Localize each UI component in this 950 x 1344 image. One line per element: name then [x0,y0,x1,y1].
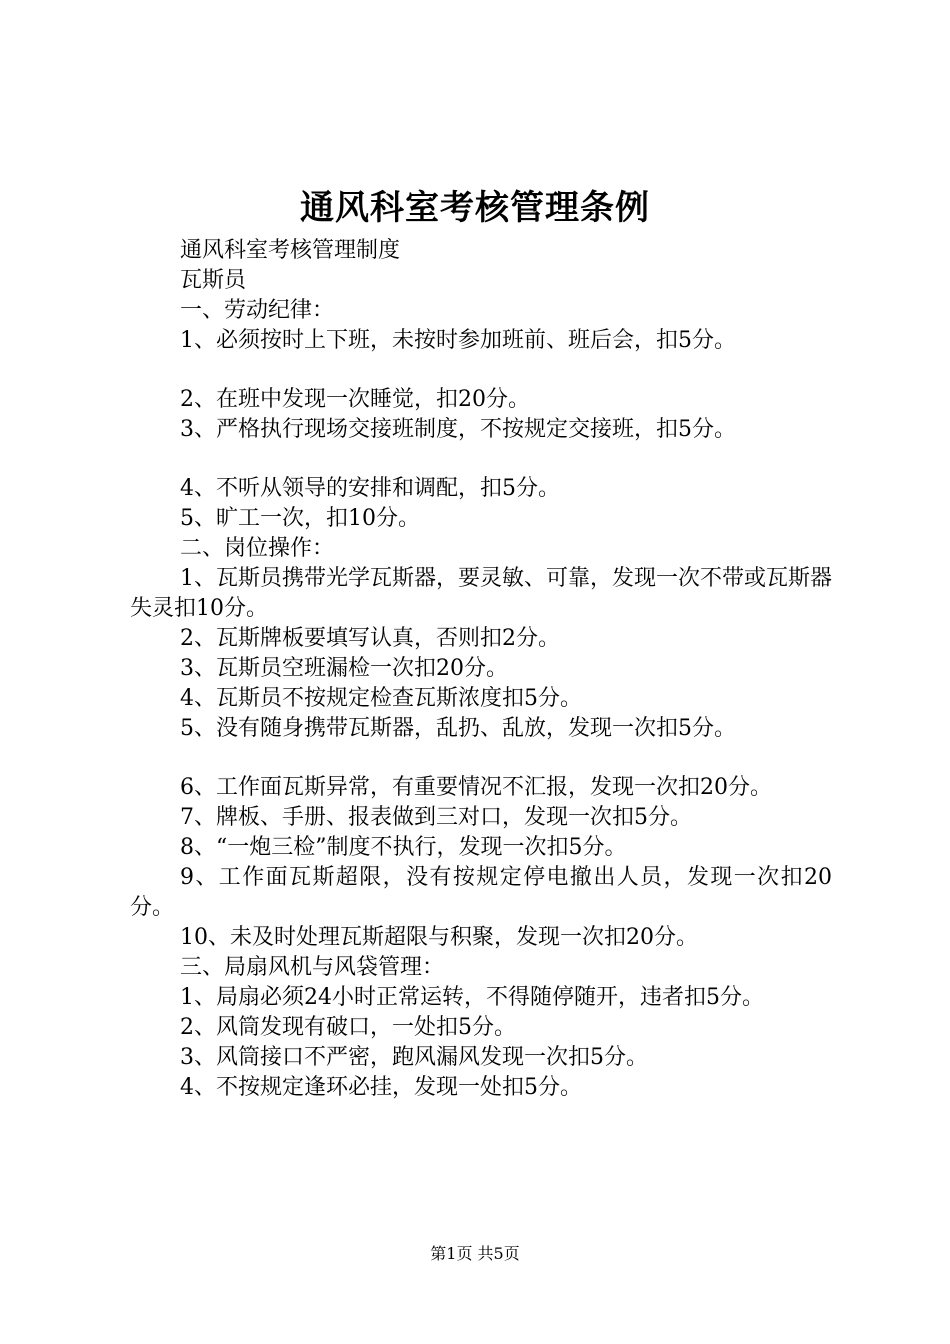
rule-item: 1、必须按时上下班，未按时参加班前、班后会，扣5分。 [180,328,736,353]
rule-item: 3、风筒接口不严密，跑风漏风发现一次扣5分。 [180,1045,648,1070]
rule-item: 3、瓦斯员空班漏检一次扣20分。 [180,656,508,681]
rule-item: 1、局扇必须24小时正常运转，不得随停随开，违者扣5分。 [180,985,764,1010]
rule-item: 8、“一炮三检”制度不执行，发现一次扣5分。 [180,835,627,860]
rule-item: 5、没有随身携带瓦斯器，乱扔、乱放，发现一次扣5分。 [180,716,736,741]
page-footer: 第1页 共5页 [430,1244,520,1263]
section-heading-2: 二、岗位操作： [180,536,335,561]
rule-item: 4、不按规定逢环必挂，发现一处扣5分。 [180,1075,582,1100]
rule-item: 2、在班中发现一次睡觉，扣20分。 [180,387,530,412]
rule-item: 10、未及时处理瓦斯超限与积聚，发现一次扣20分。 [180,925,698,950]
subtitle: 通风科室考核管理制度 [180,238,401,263]
rule-item: 4、不听从领导的安排和调配，扣5分。 [180,476,560,501]
rule-item: 2、风筒发现有破口，一处扣5分。 [180,1015,516,1040]
rule-item: 2、瓦斯牌板要填写认真，否则扣2分。 [180,626,560,651]
document-body [130,236,832,1103]
section-heading-1: 一、劳动纪律： [180,298,335,323]
rule-item: 3、严格执行现场交接班制度，不按规定交接班，扣5分。 [180,417,736,442]
rule-item: 1、瓦斯员携带光学瓦斯器，要灵敏、可靠，发现一次不带或瓦斯器失灵扣10分。 [130,566,832,621]
rule-item: 5、旷工一次，扣10分。 [180,506,420,531]
rule-item: 9、工作面瓦斯超限，没有按规定停电撤出人员，发现一次扣20分。 [130,865,832,920]
rule-item: 6、工作面瓦斯异常，有重要情况不汇报，发现一次扣20分。 [180,775,772,800]
rule-item: 4、瓦斯员不按规定检查瓦斯浓度扣5分。 [180,686,582,711]
rule-item: 7、牌板、手册、报表做到三对口，发现一次扣5分。 [180,805,692,830]
document-title: 通风科室考核管理条例 [300,188,650,228]
role-heading: 瓦斯员 [180,268,247,293]
section-heading-3: 三、局扇风机与风袋管理： [180,955,445,980]
